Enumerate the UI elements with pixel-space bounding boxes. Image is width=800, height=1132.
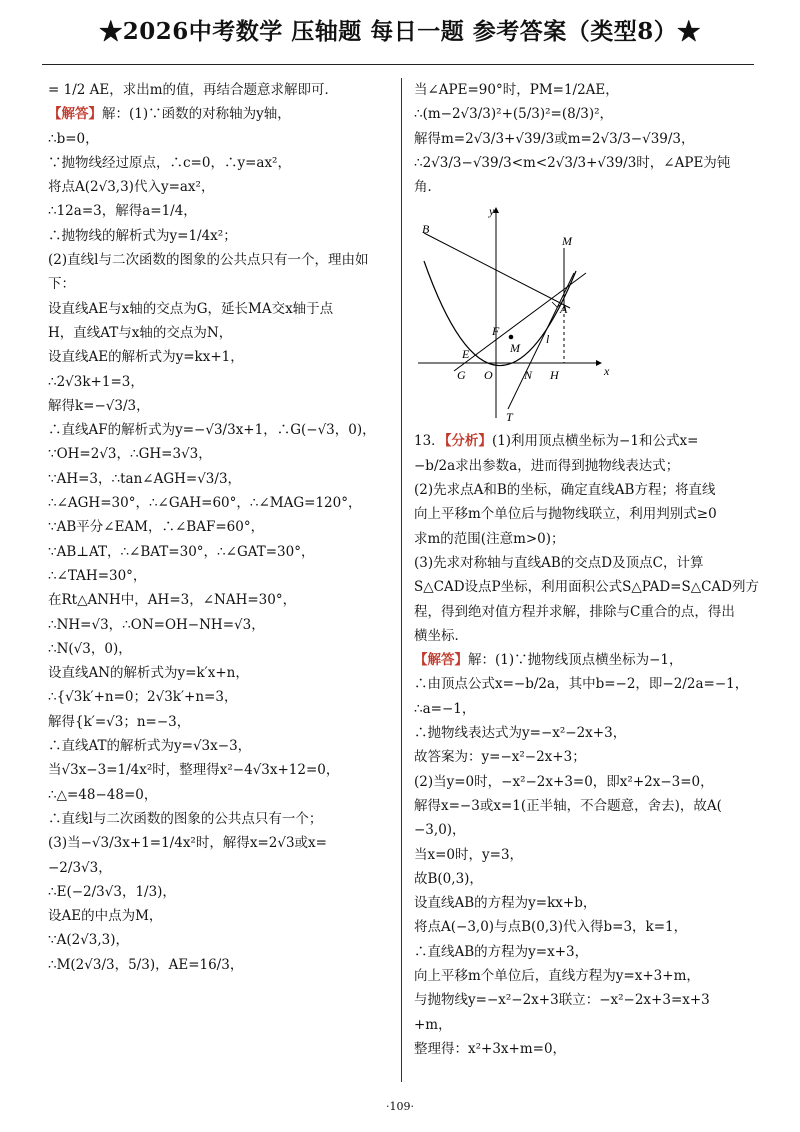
point-m-dot <box>509 335 514 340</box>
text-line: 当√3x−3=1/4x²时，整理得x²−4√3x+12=0， <box>48 762 340 779</box>
text-line: −2/3√3， <box>48 859 112 876</box>
text-line: (3)先求对称轴与直线AB的交点D及顶点C，计算 <box>414 554 704 571</box>
label-g: G <box>457 368 466 383</box>
text-line: 解得k=−√3/3， <box>48 397 150 414</box>
label-n: N <box>524 368 533 383</box>
text-line: ∴∠TAH=30°， <box>48 567 147 584</box>
text-line: 在Rt△ANH中，AH=3，∠NAH=30°， <box>48 592 297 609</box>
text-line: ∵A(2√3,3)， <box>48 932 130 949</box>
text-line: ∴直线AB的方程为y=x+3， <box>414 943 589 960</box>
label-y: y <box>489 204 495 219</box>
x-axis-arrow <box>596 360 602 366</box>
text-line: ∴NH=√3，∴ON=OH−NH=√3， <box>48 616 265 633</box>
text-line: ∴12a=3，解得a=1/4， <box>48 203 197 220</box>
text-line: 向上平移m个单位后，直线方程为y=x+3+m， <box>414 968 700 985</box>
text-line: ∴2√3/3−√39/3<m<2√3/3+√39/3时，∠APE为钝 <box>414 154 731 171</box>
text-line: 横坐标． <box>414 627 468 644</box>
label-h: H <box>550 368 559 383</box>
text-line: ∴由顶点公式x=−b/2a，其中b=−2，即−2/2a=−1， <box>414 676 749 693</box>
text-line: ∵抛物线经过原点，∴c=0，∴y=ax²， <box>48 154 291 171</box>
text-line: 解得{k′=√3；n=−3， <box>48 713 191 730</box>
text-line: 角． <box>414 179 441 196</box>
parabola-curve <box>424 261 576 366</box>
text-line: ∵AB⊥AT，∴∠BAT=30°，∴∠GAT=30°， <box>48 543 315 560</box>
label-l: l <box>546 332 550 347</box>
text-line: 当x=0时，y=3， <box>414 846 524 863</box>
text-line: ∴抛物线的解析式为y=1/4x²； <box>48 227 237 244</box>
text-line: ∴a=−1， <box>414 700 476 717</box>
text-line: 向上平移m个单位后与抛物线联立，利用判别式≥0 <box>414 506 717 523</box>
text-line: ∴M(2√3/3，5/3)，AE=16/3， <box>48 956 244 973</box>
label-t: T <box>506 410 513 424</box>
text-line: ∴直线l与二次函数的图象的公共点只有一个； <box>48 810 323 827</box>
text-line: S△CAD设点P坐标，利用面积公式S△PAD=S△CAD列方 <box>414 579 759 596</box>
text-line: 设AE的中点为M， <box>48 908 163 925</box>
text-line: 与抛物线y=−x²−2x+3联立：−x²−2x+3=x+3 <box>414 992 710 1009</box>
label-o: O <box>484 368 493 383</box>
text-line: ∵OH=2√3，∴GH=3√3， <box>48 446 212 463</box>
text-line: −3,0)， <box>414 822 466 839</box>
text-line: ∴E(−2/3√3，1/3)， <box>48 883 176 900</box>
right-column-bottom-text <box>414 429 759 1061</box>
text-line: ∴N(√3，0)， <box>48 640 132 657</box>
text-line: −b/2a求出参数a，进而得到抛物线表达式； <box>414 457 680 474</box>
label-b: B <box>422 222 430 237</box>
label-e: E <box>462 347 470 362</box>
text-line: 设直线AE的解析式为y=kx+1， <box>48 349 244 366</box>
parabola-figure <box>414 203 614 423</box>
text-line: (2)直线l与二次函数的图象的公共点只有一个，理由如 <box>48 252 369 269</box>
text-line: 故答案为：y=−x²−2x+3； <box>414 749 586 766</box>
header-rule <box>42 64 754 65</box>
text-line: ∴{√3k′+n=0；2√3k′+n=3， <box>48 689 238 706</box>
text-line: = 1/2 AE，求出m的值，再结合题意求解即可． <box>48 82 339 98</box>
text-line: ∴△=48−48=0， <box>48 786 158 803</box>
column-divider <box>401 78 402 1082</box>
text-line: 求m的范围(注意m>0)； <box>414 530 565 547</box>
line-ae <box>454 273 586 371</box>
label-a: A <box>560 302 568 317</box>
text-line: 故B(0,3)， <box>414 870 483 887</box>
text-line: 整理得：x²+3x+m=0， <box>414 1040 567 1057</box>
text-line: ∴(m−2√3/3)²+(5/3)²=(8/3)²， <box>414 106 614 123</box>
text-line: 解得m=2√3/3+√39/3或m=2√3/3−√39/3， <box>414 130 695 147</box>
text-line: H，直线AT与x轴的交点为N， <box>48 324 233 341</box>
text-line: 【解答】解：(1)∵抛物线顶点横坐标为−1， <box>414 652 683 669</box>
label-m: M <box>510 341 520 356</box>
text-line: 程，得到绝对值方程并求解，排除与C重合的点，得出 <box>414 603 735 620</box>
text-line: ∴b=0， <box>48 130 99 147</box>
text-line: 设直线AB的方程为y=kx+b， <box>414 895 597 912</box>
text-line: 设直线AE与x轴的交点为G，延长MA交x轴于点 <box>48 300 334 317</box>
section-tag: 【解答】 <box>48 106 102 123</box>
text-line: 【解答】解：(1)∵函数的对称轴为y轴， <box>48 106 291 123</box>
text-line: 解得x=−3或x=1(正半轴，不合题意，舍去)，故A( <box>414 797 722 814</box>
label-x: x <box>604 364 610 379</box>
right-column-top-text <box>414 78 759 199</box>
text-line: (3)当−√3/3x+1=1/4x²时，解得x=2√3或x= <box>48 835 327 852</box>
line-ab <box>424 233 570 308</box>
text-line: ∴2√3k+1=3， <box>48 373 144 390</box>
label-m-top: M <box>562 234 572 249</box>
section-tag: 【解答】 <box>414 652 468 669</box>
page-header: ★2026中考数学 压轴题 每日一题 参考答案（类型8）★ <box>99 18 701 45</box>
text-line: 13．【分析】(1)利用顶点横坐标为−1和公式x= <box>414 433 699 450</box>
right-column <box>414 78 759 1061</box>
left-column <box>48 78 393 977</box>
text-line: ∴抛物线表达式为y=−x²−2x+3， <box>414 725 627 742</box>
figure-svg <box>414 203 614 423</box>
text-line: 下： <box>48 276 75 293</box>
text-line: (2)当y=0时，−x²−2x+3=0，即x²+2x−3=0， <box>414 773 714 790</box>
text-line: ∴直线AT的解析式为y=√3x−3， <box>48 738 252 755</box>
text-line: 当∠APE=90°时，PM=1/2AE， <box>414 82 619 98</box>
section-tag: 【分析】 <box>444 433 492 450</box>
text-line: (2)先求点A和B的坐标，确定直线AB方程；将直线 <box>414 482 716 499</box>
label-f: F <box>492 324 500 339</box>
text-line: 设直线AN的解析式为y=k′x+n， <box>48 665 249 682</box>
text-line: +m， <box>414 1016 452 1033</box>
text-line: ∴∠AGH=30°，∴∠GAH=60°，∴∠MAG=120°， <box>48 495 362 512</box>
text-line: ∵AH=3，∴tan∠AGH=√3/3， <box>48 470 242 487</box>
text-line: ∴直线AF的解析式为y=−√3/3x+1，∴G(−√3，0)， <box>48 422 376 439</box>
page-number: ·109· <box>386 1100 414 1113</box>
text-line: 将点A(2√3,3)代入y=ax²， <box>48 179 215 196</box>
text-line: 将点A(−3,0)与点B(0,3)代入得b=3，k=1， <box>414 919 688 936</box>
text-line: ∵AB平分∠EAM，∴∠BAF=60°， <box>48 519 265 536</box>
